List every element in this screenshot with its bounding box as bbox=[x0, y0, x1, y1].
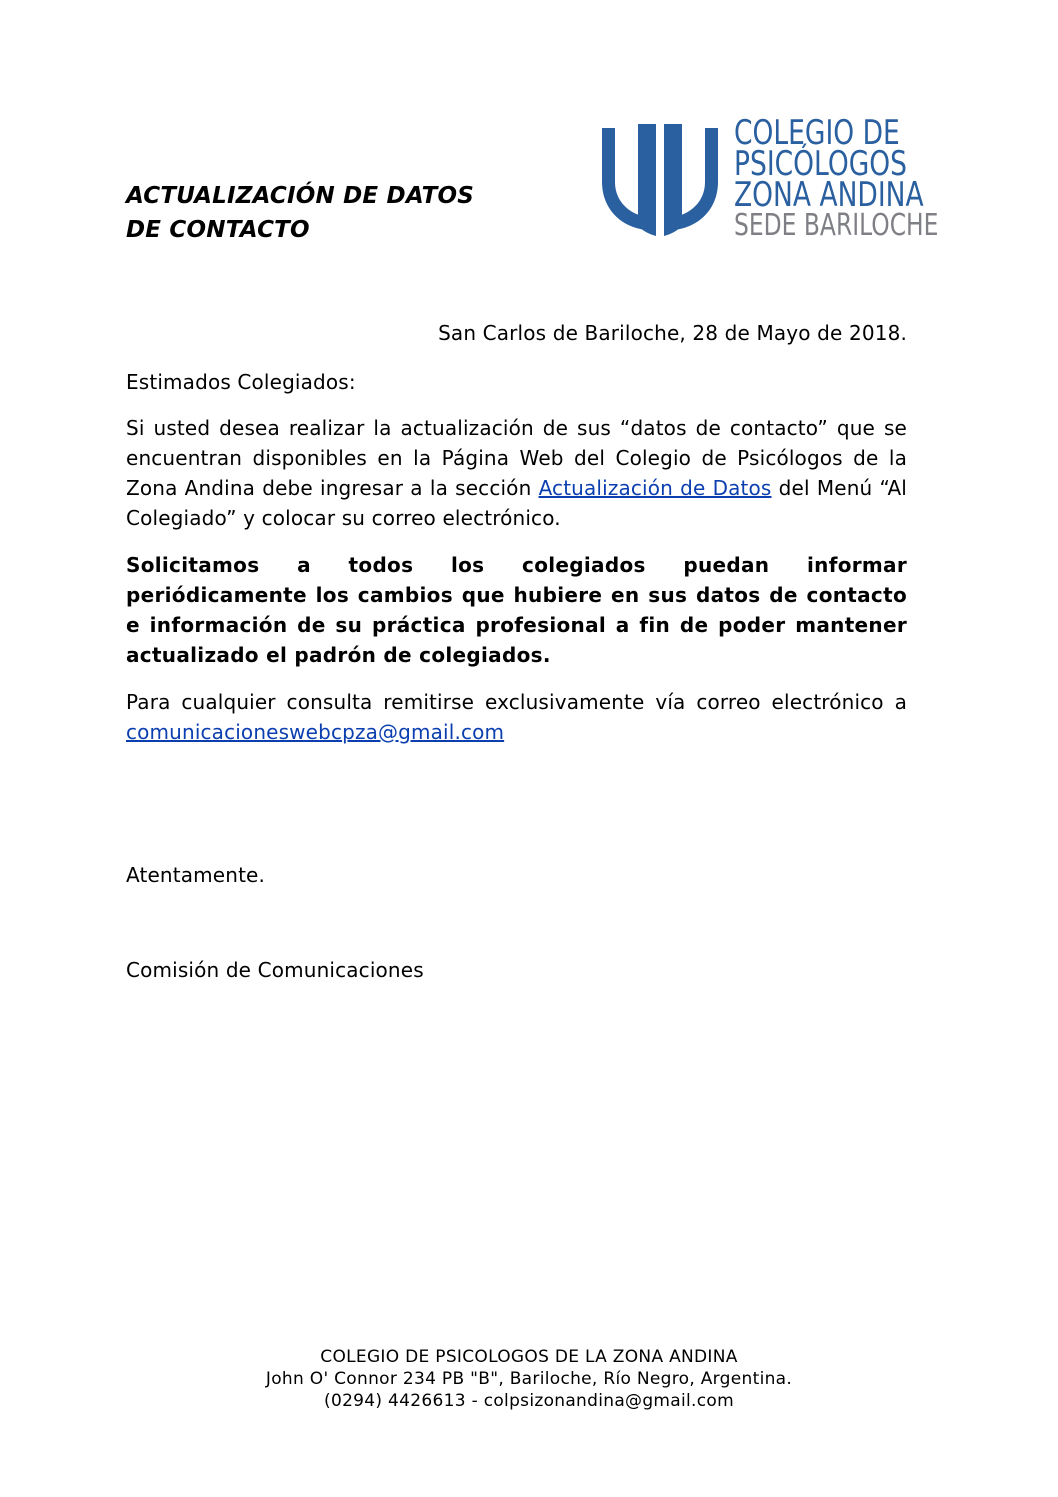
logo-line-2: PSICÓLOGOS bbox=[734, 144, 908, 184]
title-line-2: DE CONTACTO bbox=[126, 217, 310, 243]
page-footer bbox=[0, 1346, 1058, 1412]
paragraph-contact bbox=[126, 687, 907, 747]
psi-icon bbox=[598, 122, 722, 240]
footer-address: John O' Connor 234 PB "B", Bariloche, Río Negro, Argentina. bbox=[265, 1369, 793, 1389]
footer-contact: (0294) 4426613 - colpsizonandina@gmail.com bbox=[324, 1391, 734, 1411]
update-data-link[interactable]: Actualización de Datos bbox=[538, 476, 772, 500]
letter-closing: Atentamente. bbox=[126, 863, 266, 887]
logo-line-3: ZONA ANDINA bbox=[734, 175, 924, 215]
para1-text-after: del Menú “Al Colegiado” y colocar su correo electrónico. bbox=[126, 476, 907, 530]
logo-line-1: COLEGIO DE bbox=[734, 113, 900, 153]
letter-date: San Carlos de Bariloche, 28 de Mayo de 2018. bbox=[438, 321, 907, 345]
paragraph-update-instructions bbox=[126, 413, 907, 533]
organization-logo bbox=[598, 113, 939, 244]
letter-greeting: Estimados Colegiados: bbox=[126, 370, 356, 394]
title-line-1: ACTUALIZACIÓN DE DATOS bbox=[126, 183, 475, 209]
logo-line-4: SEDE BARILOCHE bbox=[734, 208, 939, 243]
letter-signature: Comisión de Comunicaciones bbox=[126, 958, 424, 982]
para3-text-before: Para cualquier consulta remitirse exclusivamente vía correo electrónico a bbox=[126, 690, 907, 714]
para1-text-before: Si usted desea realizar la actualización de sus “datos de contacto” que se encuentran disponibles en la Página Web del Colegio de Psicólogos de la Zona Andina debe ingresar a la sección bbox=[126, 416, 907, 500]
document-title bbox=[126, 179, 474, 247]
contact-email-link[interactable]: comunicacioneswebcpza@gmail.com bbox=[126, 720, 505, 744]
paragraph-request: Solicitamos a todos los colegiados puedan informar periódicamente los cambios que hubiere en sus datos de contacto e información de su práctica profesional a fin de poder mantener actualizado el padrón de colegiados. bbox=[126, 553, 907, 667]
logo-wordmark bbox=[734, 113, 939, 243]
footer-org-name: COLEGIO DE PSICOLOGOS DE LA ZONA ANDINA bbox=[320, 1347, 738, 1367]
